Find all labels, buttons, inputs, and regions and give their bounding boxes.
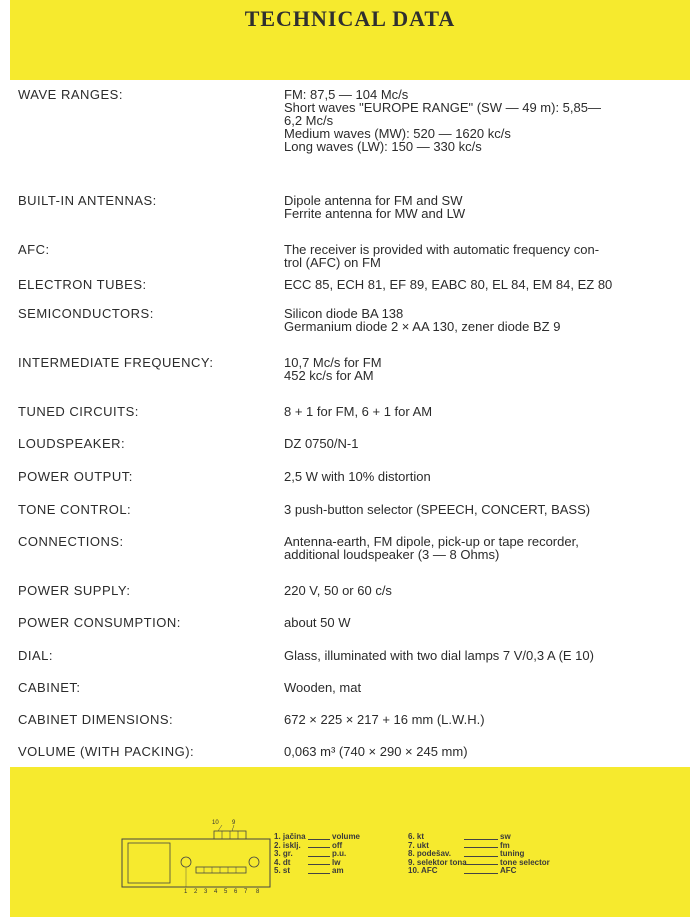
spec-value-line: 8 + 1 for FM, 6 + 1 for AM [284,404,433,419]
spec-label: TUNED CIRCUITS: [18,404,139,419]
title-banner [10,0,690,80]
spec-value-line: 220 V, 50 or 60 c/s [284,583,392,598]
spec-label: INTERMEDIATE FREQUENCY: [18,355,214,370]
legend-key: 3. gr. [274,849,293,859]
spec-value [284,307,688,333]
diagram-number: 4 [214,889,218,895]
spec-value-line: Dipole antenna for FM and SW [284,193,463,208]
spec-value-line: Wooden, mat [284,680,362,695]
page-title: TECHNICAL DATA [244,6,456,31]
spec-label: POWER OUTPUT: [18,469,133,484]
legend-value: AFC [500,866,517,876]
spec-label: CABINET: [18,680,81,695]
legend-leader-line [308,856,330,857]
legend-leader-line [308,873,330,874]
legend-value: lw [332,857,341,867]
legend-value: volume [332,832,361,841]
spec-value [284,503,688,516]
legend-column-right [408,833,588,876]
legend-leader-line [464,873,498,874]
spec-value-line: Antenna-earth, FM dipole, pick-up or tape recorder, [284,534,579,549]
spec-value-line: 2,5 W with 10% distortion [284,469,431,484]
diagram-number: 5 [224,889,228,895]
spec-value [284,470,688,483]
spec-value [284,356,688,382]
legend-key: 2. isklj. [274,840,301,850]
diagram-number: 8 [256,889,260,895]
spec-value-line: 10,7 Mc/s for FM [284,355,382,370]
diagram-number: 2 [194,889,198,895]
spec-value [284,745,688,758]
spec-value [284,649,688,662]
legend-value: am [332,866,344,876]
spec-label: CONNECTIONS: [18,534,124,549]
spec-value-line: The receiver is provided with automatic frequency con- [284,242,600,257]
legend-leader-line [308,839,330,840]
spec-value [284,405,688,418]
legend-leader-line [464,856,498,857]
legend-key: 7. ukt [408,840,429,850]
spec-value-line: Ferrite antenna for MW and LW [284,206,466,221]
radio-front-diagram [114,815,274,895]
legend-item [274,867,404,876]
spec-label: ELECTRON TUBES: [18,277,147,292]
diagram-number: 6 [234,889,238,895]
spec-value-line: 452 kc/s for AM [284,368,374,383]
spec-value [284,243,688,269]
diagram-number: 1 [184,889,188,895]
spec-value-line: 6,2 Mc/s [284,113,334,128]
legend-leader-line [464,847,498,848]
spec-value [284,616,688,629]
legend-leader-line [464,839,498,840]
spec-label: DIAL: [18,648,54,663]
diagram-number: 3 [204,889,208,895]
legend-key: 1. jačina [274,832,306,841]
legend-value: tuning [500,849,525,859]
legend-leader-line [308,847,330,848]
diagram-panel [10,767,690,917]
spec-label: TONE CONTROL: [18,502,132,517]
spec-value-line: about 50 W [284,615,351,630]
legend-key: 4. dt [274,857,291,867]
legend-leader-line [464,864,498,865]
spec-value-line: additional loudspeaker (3 — 8 Ohms) [284,547,500,562]
legend-key: 10. AFC [408,866,438,876]
spec-value-line: Long waves (LW): 150 — 330 kc/s [284,139,482,154]
spec-value-line: trol (AFC) on FM [284,255,381,270]
legend-key: 8. podešav. [408,849,451,859]
spec-value-line: FM: 87,5 — 104 Mc/s [284,87,409,102]
spec-value-line: 672 × 225 × 217 + 16 mm (L.W.H.) [284,712,485,727]
spec-value [284,584,688,597]
spec-value-line: Short waves "EUROPE RANGE" (SW — 49 m): 5,85— [284,100,601,115]
legend-value: p.u. [332,849,347,859]
spec-value-line: Glass, illuminated with two dial lamps 7 V/0,3 A (E 10) [284,648,594,663]
spec-value [284,278,688,291]
spec-label: SEMICONDUCTORS: [18,306,154,321]
spec-value [284,535,688,561]
spec-value-line: Germanium diode 2 × AA 130, zener diode BZ 9 [284,319,561,334]
spec-label: CABINET DIMENSIONS: [18,712,174,727]
spec-value-line: 3 push-button selector (SPEECH, CONCERT, BASS) [284,502,591,517]
spec-value [284,681,688,694]
diagram-number: 10 [212,820,219,826]
legend-leader-line [308,864,330,865]
legend-value: tone selector [500,857,550,867]
spec-value-line: 0,063 m³ (740 × 290 × 245 mm) [284,744,468,759]
spec-label: POWER CONSUMPTION: [18,615,181,630]
diagram-number: 9 [232,820,236,826]
legend-column-left [274,833,404,876]
legend-key: 9. selektor tona [408,857,467,867]
spec-value [284,88,688,153]
legend-key: 5. st [274,866,291,876]
spec-value-line: DZ 0750/N-1 [284,436,359,451]
legend-key: 6. kt [408,832,425,841]
legend-value: sw [500,832,511,841]
spec-label: BUILT-IN ANTENNAS: [18,193,157,208]
spec-label: AFC: [18,242,50,257]
legend-value: off [332,840,343,850]
spec-label: VOLUME (WITH PACKING): [18,744,195,759]
spec-value-line: ECC 85, ECH 81, EF 89, EABC 80, EL 84, EM 84, EZ 80 [284,277,613,292]
spec-value-line: Silicon diode BA 138 [284,306,404,321]
spec-label: WAVE RANGES: [18,87,123,102]
legend-value: fm [500,840,510,850]
spec-value [284,713,688,726]
spec-value [284,194,688,220]
diagram-number: 7 [244,889,248,895]
legend-item [408,867,588,876]
spec-value [284,437,688,450]
spec-value-line: Medium waves (MW): 520 — 1620 kc/s [284,126,511,141]
spec-label: LOUDSPEAKER: [18,436,126,451]
spec-label: POWER SUPPLY: [18,583,131,598]
legend-item [408,833,588,842]
